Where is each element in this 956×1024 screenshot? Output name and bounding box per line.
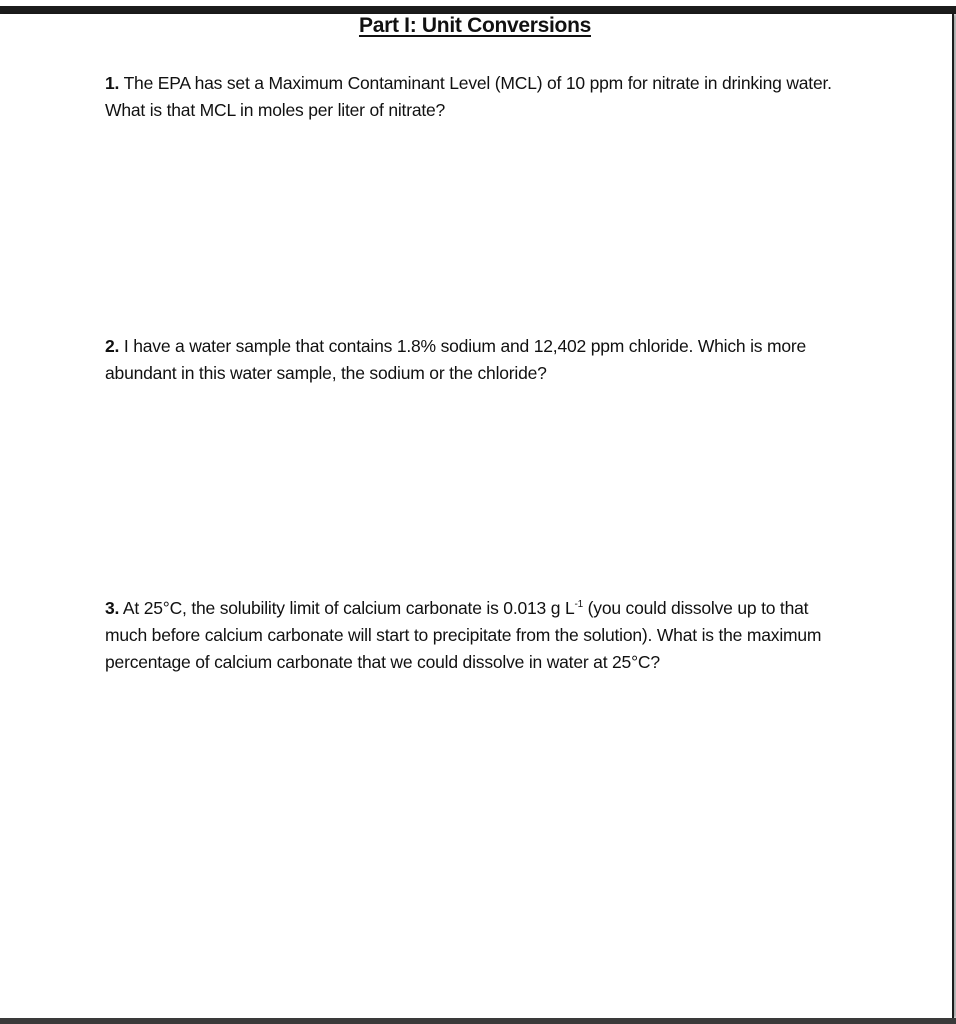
question-2 <box>105 333 835 387</box>
unit-exponent: -1 <box>574 599 583 610</box>
question-text: The EPA has set a Maximum Contaminant Level (MCL) of 10 ppm for nitrate in drinking water. What is that MCL in moles per liter of nitrate? <box>105 73 832 120</box>
question-number: 2. <box>105 336 120 356</box>
question-number: 3. <box>105 598 120 618</box>
top-border <box>0 6 956 14</box>
page-title: Part I: Unit Conversions <box>358 14 591 37</box>
bottom-border <box>0 1018 956 1024</box>
page-frame <box>0 14 954 1018</box>
question-1 <box>105 70 835 124</box>
question-text-start: At 25°C, the solubility limit of calcium carbonate is 0.013 g L <box>122 598 575 618</box>
question-number: 1. <box>105 73 120 93</box>
question-text-end: (you could dissolve up to that much before calcium carbonate will start to precipitate from the solution). What is the maximum percentage of calcium carbonate that we could dissolve in water at 25°C? <box>105 598 822 672</box>
question-3 <box>105 595 835 676</box>
question-text: I have a water sample that contains 1.8% sodium and 12,402 ppm chloride. Which is more abundant in this water sample, the sodium or the chloride? <box>105 336 807 383</box>
